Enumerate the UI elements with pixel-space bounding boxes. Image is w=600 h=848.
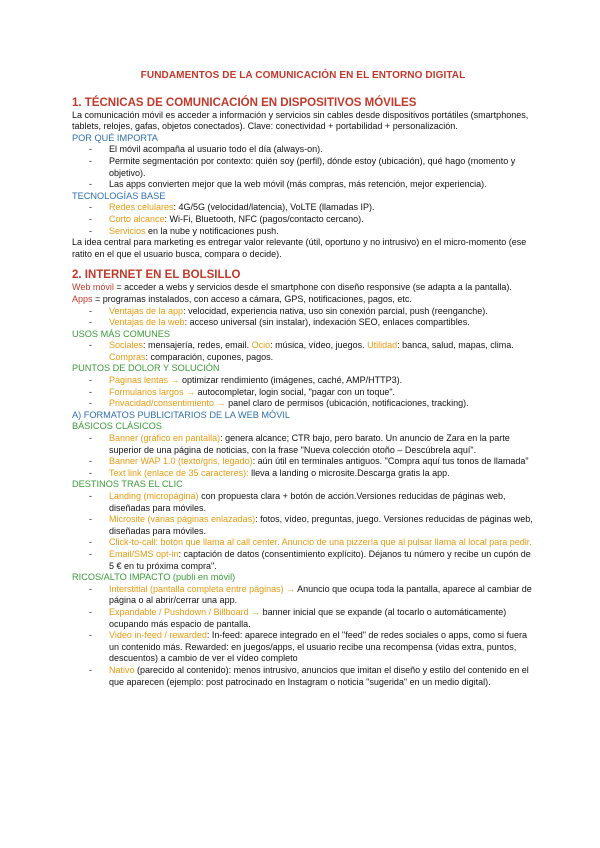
list-item <box>109 514 534 537</box>
term: Sociales <box>109 340 144 351</box>
description: : captación de datos (consentimiento explícito). Déjanos tu número y recibe un cupón de 5 € en tu próxima compra". <box>109 548 531 571</box>
list-item <box>109 340 534 363</box>
term: Servicios <box>109 225 146 236</box>
description: : comparación, cupones, pagos. <box>145 351 274 362</box>
description: autocompletar, login social, "pagar con un toque". <box>195 386 396 397</box>
list-item: - Las apps convierten mejor que la web móvil (más compras, más retención, mejor experiencia). <box>109 179 534 191</box>
term: Click-to-call: botón que llama al call center. Anuncio de una pizzería que al pulsar llama al local para pedir. <box>109 537 532 548</box>
list-item <box>109 317 534 329</box>
term: Video in-feed / rewarded <box>109 630 207 641</box>
list-item <box>109 202 534 214</box>
list-item <box>109 387 534 399</box>
description: = programas instalados, con acceso a cámara, GPS, notificaciones, pagos, etc. <box>92 293 412 304</box>
description: : velocidad, experiencia nativa, uso sin conexión parcial, push (reenganche). <box>183 305 488 316</box>
section-1-intro: La comunicación móvil es acceder a información y servicios sin cables desde dispositivos portátiles (smartphones, tablets, relojes, gafas, objetos conectados). Clave: conectividad + portabilidad + personalización. <box>72 109 529 132</box>
description: : 4G/5G (velocidad/latencia), VoLTE (llamadas IP). <box>173 202 375 213</box>
term: Compras <box>109 351 146 362</box>
rich-heading: RICOS/ALTO IMPACTO (publi en móvil) <box>72 572 236 583</box>
rich-list <box>72 584 534 688</box>
description: lleva a landing o microsite.Descarga gratis la app. <box>248 467 450 478</box>
document-title: FUNDAMENTOS DE LA COMUNICACIÓN EN EL ENTORNO DIGITAL <box>140 70 466 81</box>
section-1-heading: 1. TÉCNICAS DE COMUNICACIÓN EN DISPOSITIVOS MÓVILES <box>72 96 417 109</box>
term: Ventajas de la app <box>109 305 184 316</box>
list-item <box>109 607 534 630</box>
description: : fotos, vídeo, preguntas, juego. Versiones reducidas de páginas web, diseñadas para móviles. <box>109 514 533 536</box>
term: Microsite (varias páginas enlazadas) <box>109 514 256 525</box>
description: en la nube y notificaciones push. <box>145 225 279 236</box>
list-item <box>109 584 534 607</box>
term: Web móvil <box>72 282 114 293</box>
uses-heading: USOS MÁS COMUNES <box>72 328 171 339</box>
term: Páginas lentas → <box>109 375 180 386</box>
list-item <box>109 630 534 665</box>
web-definition <box>72 282 534 294</box>
list-item: - El móvil acompaña al usuario todo el día (always-on). <box>109 144 534 156</box>
term: Landing (micropágina) <box>109 491 199 501</box>
list-item <box>109 398 534 410</box>
term: Text link (enlace de 35 caracteres): <box>109 467 249 478</box>
term: Banner WAP 1.0 (texto/gris, legado) <box>109 456 253 467</box>
document-page <box>72 70 534 688</box>
term: Banner (gráfico en pantalla) <box>109 433 221 444</box>
description: : banca, salud, mapas, clima. <box>397 340 514 351</box>
list-item <box>109 226 534 238</box>
term: Expandable / Pushdown / Billboard → <box>109 606 261 617</box>
apps-definition <box>72 294 534 306</box>
list-item <box>109 214 534 226</box>
term: Formularios largos → <box>109 386 196 397</box>
destinations-list <box>72 491 534 572</box>
description: (parecido al contenido): menos intrusivo, anuncios que imitan el diseño y estilo del contenido en el que aparecen (ejemplo: post patrocinado en Instagram o noticia "sugerida" en un medio digital). <box>109 664 529 687</box>
term: Redes celulares <box>109 202 174 213</box>
why-list <box>72 144 534 190</box>
description: con propuesta clara + botón de acción.Versiones reducidas de páginas web, diseñadas para móviles. <box>109 491 506 513</box>
list-item <box>109 456 534 468</box>
term: Interstitial (pantalla completa entre páginas) → <box>109 583 296 594</box>
description: panel claro de permisos (ubicación, notificaciones, tracking). <box>225 398 469 409</box>
list-item <box>109 375 534 387</box>
description: banner inicial que se expande (al tocarlo o automáticamente) ocupando más espacio de pantalla. <box>109 606 507 629</box>
list-item <box>109 537 534 549</box>
list-item <box>109 468 534 480</box>
description: : acceso universal (sin instalar), indexación SEO, enlaces compartibles. <box>184 317 470 328</box>
why-heading: POR QUÉ IMPORTA <box>72 132 158 143</box>
advantages-list <box>72 306 534 329</box>
description: = acceder a webs y servicios desde el smartphone con diseño responsive (se adapta a la pantalla). <box>113 282 512 293</box>
uses-list <box>72 340 534 363</box>
description: : genera alcance; CTR bajo, pero barato. Un anuncio de Zara en la parte superior de una página de noticias, con la frase "Nueva colección otoño – Descúbrela aquí". <box>109 433 510 455</box>
section-1-outro: La idea central para marketing es entregar valor relevante (útil, oportuno y no intrusivo) en el micro-momento (ese ratito en el que el usuario busca, compara o decide). <box>72 237 527 259</box>
destinations-heading: DESTINOS TRAS EL CLIC <box>72 479 183 490</box>
tech-heading: TECNOLOGÍAS BASE <box>72 190 166 201</box>
term: Apps <box>72 293 93 304</box>
description: : aún útil en terminales antiguos. "Compra aquí tus tonos de llamada" <box>252 456 529 467</box>
term: Corto alcance <box>109 213 165 224</box>
description: Anuncio que ocupa toda la pantalla, aparece al cambiar de página o al abrir/cerrar una app. <box>109 583 532 606</box>
tech-list <box>72 202 534 237</box>
term: Utilidad <box>367 340 398 351</box>
term: Ventajas de la web <box>109 317 185 328</box>
list-item <box>109 433 534 456</box>
list-item <box>109 549 534 572</box>
description: : Wi-Fi, Bluetooth, NFC (pagos/contacto cercano). <box>164 213 364 224</box>
section-2-heading: 2. INTERNET EN EL BOLSILLO <box>72 269 241 282</box>
pain-list <box>72 375 534 410</box>
basic-heading: BÁSICOS CLÁSICOS <box>72 421 162 432</box>
description: : In-feed: aparece integrado en el "feed" de redes sociales o apps, como si fuera un contenido más. Rewarded: en juegos/apps, el usuario recibe una recompensa (vidas extra, puntos, descuentos) a cambio de ver el vídeo completo <box>109 630 527 664</box>
pain-heading: PUNTOS DE DOLOR Y SOLUCIÓN <box>72 363 220 374</box>
term: Ocio <box>251 340 271 351</box>
term: Privacidad/consentimiento → <box>109 398 226 409</box>
list-item <box>109 306 534 318</box>
description: optimizar rendimiento (imágenes, caché, AMP/HTTP3). <box>179 375 403 386</box>
description: : mensajería, redes, email. <box>143 340 252 351</box>
term: Email/SMS opt-in <box>109 548 179 559</box>
basic-list <box>72 433 534 479</box>
list-item <box>109 491 534 514</box>
formats-heading: A) FORMATOS PUBLICITARIOS DE LA WEB MÓVIL <box>72 409 290 420</box>
description: : música, vídeo, juegos. <box>270 340 368 351</box>
list-item: - Permite segmentación por contexto: quién soy (perfil), dónde estoy (ubicación), qué hago (momento y objetivo). <box>109 156 534 179</box>
list-item <box>109 665 534 688</box>
term: Nativo <box>109 664 135 675</box>
